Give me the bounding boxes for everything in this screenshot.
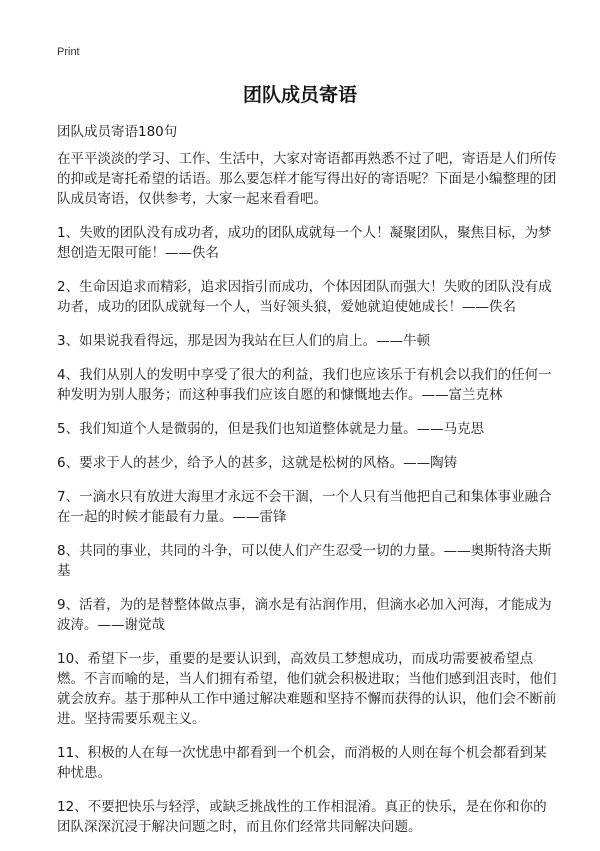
quote-item: 7、一滴水只有放进大海里才永远不会干涸，一个人只有当他把自己和集体事业融合在一起的时候才能最有力量。——雷锋 bbox=[57, 489, 552, 525]
quote-item: 12、不要把快乐与轻浮，或缺乏挑战性的工作相混淆。真正的快乐，是在你和你的团队深深沉浸于解决问题之时，而且你们经常共同解决问题。 bbox=[57, 799, 547, 835]
quote-item: 2、生命因追求而精彩，追求因指引而成功，个体因团队而强大！失败的团队没有成功者，成功的团队成就每一个人，当好领头狼，爱她就迫使她成长！——佚名 bbox=[57, 279, 552, 315]
print-link[interactable]: Print bbox=[57, 46, 80, 58]
document-body bbox=[57, 149, 557, 851]
quote-item: 1、失败的团队没有成功者，成功的团队成就每一个人！凝聚团队，聚焦目标，为梦想创造无限可能！——佚名 bbox=[57, 225, 552, 261]
quote-item: 8、共同的事业，共同的斗争，可以使人们产生忍受一切的力量。——奥斯特洛夫斯基 bbox=[57, 543, 552, 579]
quote-item: 6、要求于人的甚少，给予人的甚多，这就是松树的风格。——陶铸 bbox=[57, 455, 458, 471]
quote-item: 11、积极的人在每一次忧患中都看到一个机会，而消极的人则在每个机会都看到某种忧患。 bbox=[57, 745, 547, 781]
page-title: 团队成员寄语 bbox=[242, 84, 357, 106]
quote-item: 4、我们从别人的发明中享受了很大的利益，我们也应该乐于有机会以我们的任何一种发明为别人服务；而这种事我们应该自愿的和慷慨地去作。——富兰克林 bbox=[57, 367, 552, 403]
intro-paragraph: 在平平淡淡的学习、工作、生活中，大家对寄语都再熟悉不过了吧，寄语是人们所传的抑或是寄托希望的话语。那么要怎样才能写得出好的寄语呢？下面是小编整理的团队成员寄语，仅供参考，大家一起来看看吧。 bbox=[57, 151, 557, 207]
quote-item: 9、活着，为的是替整体做点事，滴水是有沾润作用，但滴水必加入河海，才能成为波涛。——谢觉哉 bbox=[57, 597, 552, 633]
document-subtitle: 团队成员寄语180句 bbox=[57, 124, 178, 140]
quote-item: 5、我们知道个人是微弱的，但是我们也知道整体就是力量。——马克思 bbox=[57, 421, 485, 437]
quote-item: 10、希望下一步，重要的是要认识到，高效员工梦想成功，而成功需要被希望点燃。不言而喻的是，当人们拥有希望，他们就会积极进取；当他们感到沮丧时，他们就会放弃。基于那种从工作中通过解决难题和坚持不懈而获得的认识，他们会不断前进。坚持需要乐观主义。 bbox=[57, 651, 557, 727]
quote-item: 3、如果说我看得远，那是因为我站在巨人们的肩上。——牛顿 bbox=[57, 333, 431, 349]
